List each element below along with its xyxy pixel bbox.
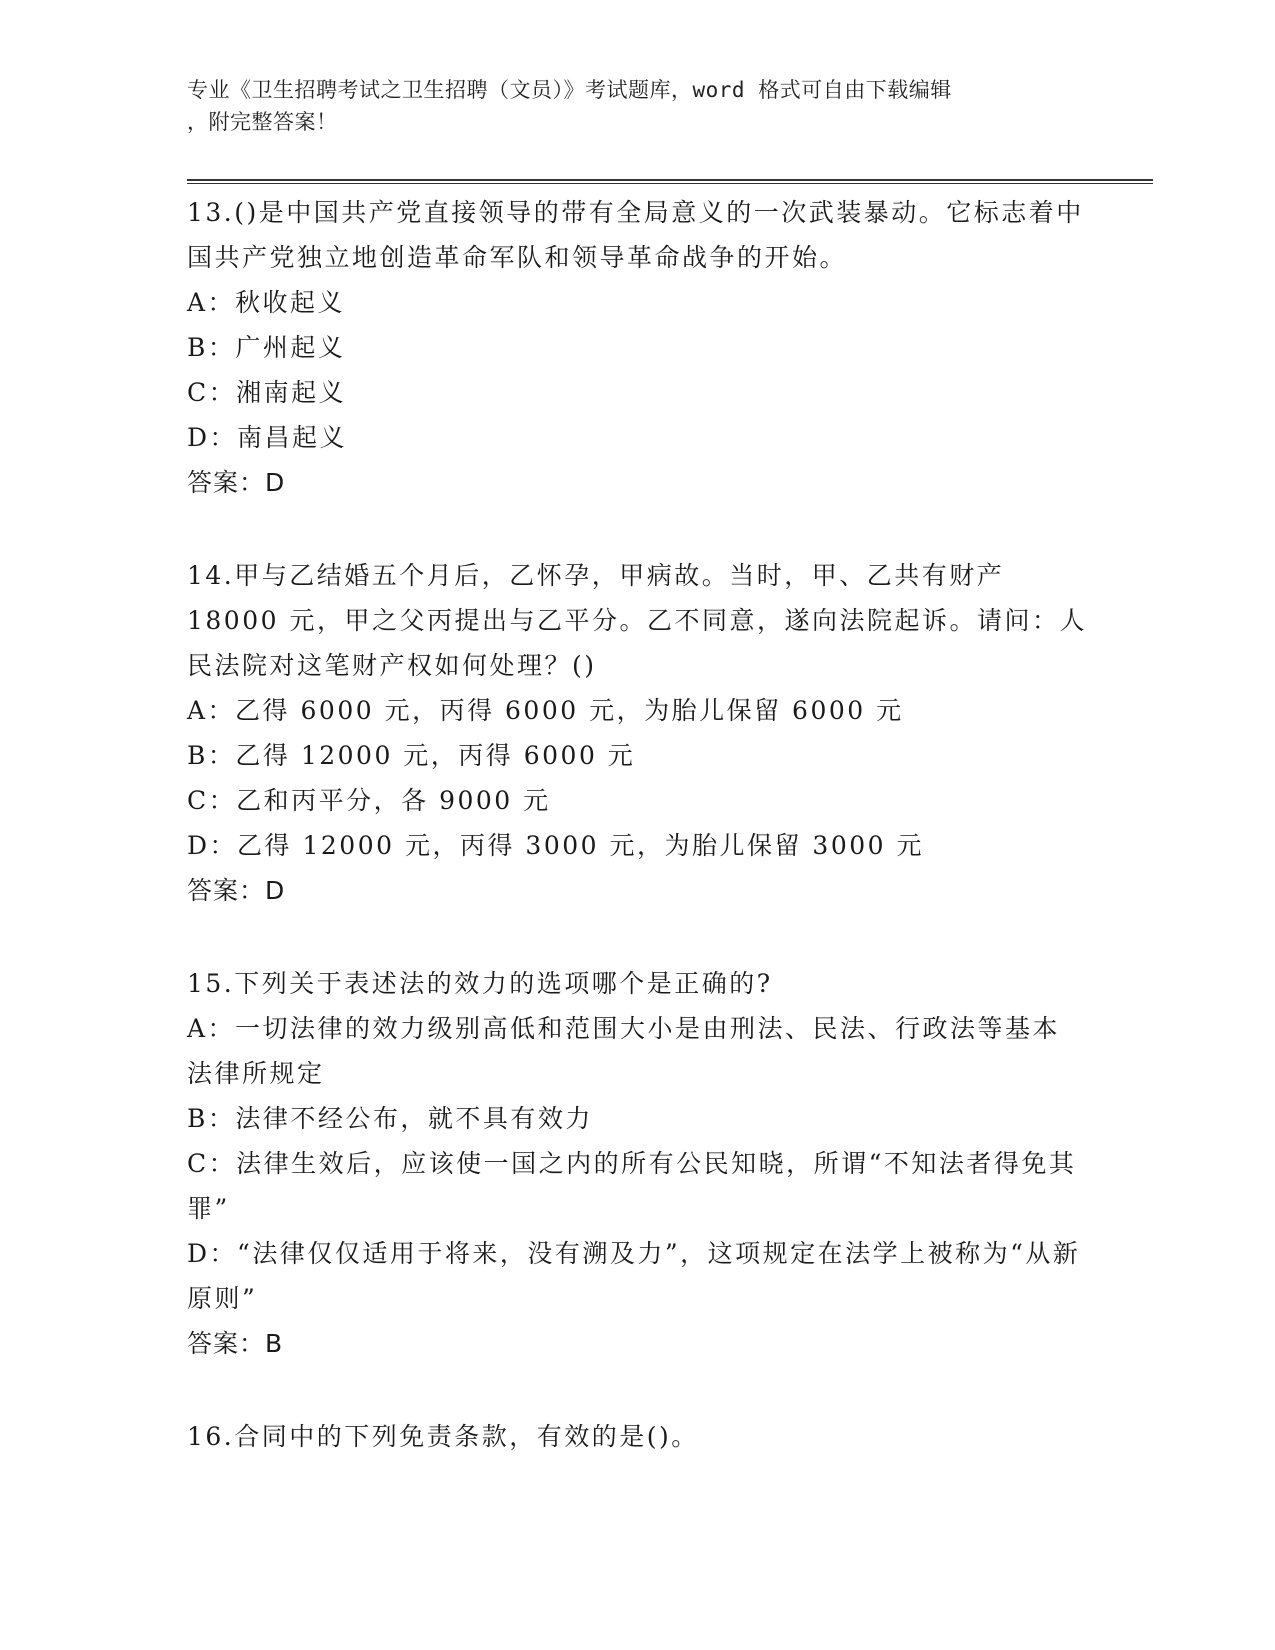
header-line-2: ，附完整答案！ [187,110,338,134]
header-line-1: 专业《卫生招聘考试之卫生招聘（文员）》考试题库，word 格式可自由下载编辑 [187,78,952,102]
option-c: C：乙和丙平分，各 9000 元 [187,786,551,815]
option-b: B：乙得 12000 元，丙得 6000 元 [187,741,636,770]
answer-line: 答案：B [187,1329,284,1358]
question-list [187,190,1087,1507]
question-15 [187,961,1087,1366]
question-16 [187,1414,1087,1459]
option-d: D：乙得 12000 元，丙得 3000 元，为胎儿保留 3000 元 [187,831,925,860]
question-13 [187,190,1087,505]
option-d: D：南昌起义 [187,423,348,452]
option-a: A：一切法律的效力级别高低和范围大小是由刑法、民法、行政法等基本法律所规定 [187,1014,1061,1088]
question-stem: 14.甲与乙结婚五个月后，乙怀孕，甲病故。当时，甲、乙共有财产18000 元，甲之父丙提出与乙平分。乙不同意，遂向法院起诉。请问：人民法院对这笔财产权如何处理？() [187,561,1087,680]
option-a: A：秋收起义 [187,288,346,317]
option-c: C：湘南起义 [187,378,347,407]
option-d: D：“法律仅仅适用于将来，没有溯及力”，这项规定在法学上被称为“从新原则” [187,1239,1081,1313]
question-stem: 15.下列关于表述法的效力的选项哪个是正确的? [187,969,773,998]
answer-line: 答案：D [187,468,286,497]
document-page [187,0,1153,1650]
option-a: A：乙得 6000 元，丙得 6000 元，为胎儿保留 6000 元 [187,696,904,725]
question-stem: 16.合同中的下列免责条款，有效的是()。 [187,1422,699,1451]
answer-line: 答案：D [187,876,286,905]
option-b: B：广州起义 [187,333,346,362]
header-divider [187,179,1153,184]
option-b: B：法律不经公布，就不具有效力 [187,1104,593,1133]
option-c: C：法律生效后，应该使一国之内的所有公民知晓，所谓“不知法者得免其罪” [187,1149,1077,1223]
question-14 [187,553,1087,913]
document-header [187,74,1087,138]
question-stem: 13.()是中国共产党直接领导的带有全局意义的一次武装暴动。它标志着中国共产党独立地创造革命军队和领导革命战争的开始。 [187,198,1084,272]
